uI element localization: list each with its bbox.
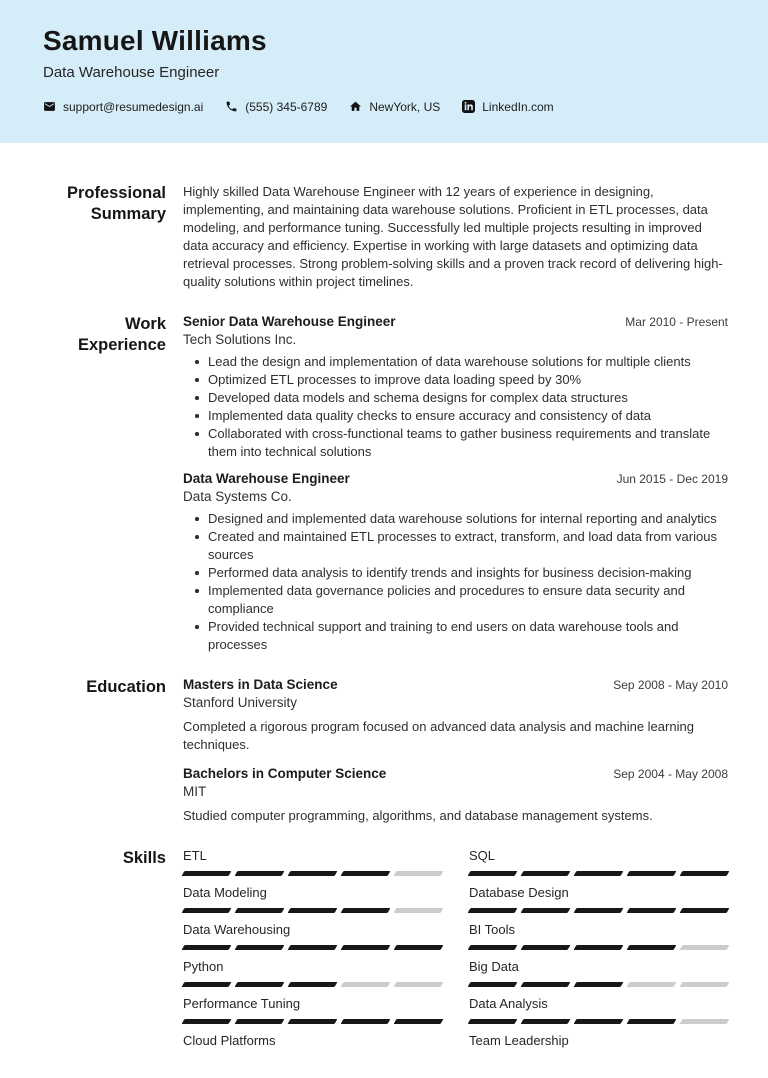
job-dates: Mar 2010 - Present <box>625 315 728 329</box>
contact-location <box>349 100 440 114</box>
skill-segment-filled <box>468 1019 518 1024</box>
linkedin-icon <box>462 100 475 113</box>
skill-item <box>469 959 728 987</box>
skill-segment-filled <box>574 871 624 876</box>
skill-name: Cloud Platforms <box>183 1033 276 1048</box>
degrees-list <box>183 677 728 825</box>
skill-name: Big Data <box>469 959 519 974</box>
skills-grid <box>183 848 728 1061</box>
job-bullet: Designed and implemented data warehouse solutions for internal reporting and analytics <box>208 510 728 528</box>
skill-item <box>183 848 442 876</box>
job-bullet: Created and maintained ETL processes to extract, transform, and load data from various sources <box>208 528 728 564</box>
skill-item <box>469 885 728 913</box>
skill-segment-filled <box>680 908 730 913</box>
degree-title: Masters in Data Science <box>183 677 338 692</box>
contact-location-text: NewYork, US <box>369 99 441 114</box>
section-heading-education: Education <box>86 678 166 696</box>
skill-item <box>183 1033 442 1061</box>
job-bullet: Collaborated with cross-functional teams to gather business requirements and translate them into technical solutions <box>208 425 728 461</box>
skill-segment-empty <box>680 1019 730 1024</box>
skill-segment-filled <box>182 908 232 913</box>
skill-name: SQL <box>469 848 496 863</box>
skill-level-bar <box>183 945 442 950</box>
skill-name: Data Analysis <box>469 996 548 1011</box>
contact-phone[interactable] <box>225 100 327 114</box>
job-bullet: Lead the design and implementation of data warehouse solutions for multiple clients <box>208 353 728 371</box>
skill-level-bar <box>469 908 728 913</box>
jobs-list <box>183 314 728 654</box>
skill-item <box>183 922 442 950</box>
skill-segment-filled <box>182 871 232 876</box>
skill-segment-filled <box>574 945 624 950</box>
job-bullet: Provided technical support and training to end users on data warehouse tools and processes <box>208 618 728 654</box>
skill-segment-empty <box>341 982 391 987</box>
summary-text: Highly skilled Data Warehouse Engineer with 12 years of experience in designing, implementing, and maintaining data warehouse solutions. Proficient in ETL processes, data modeling, and performance tuning. Successfully led multiple projects resulting in improved data accuracy and efficiency. Expertise in working with large datasets and optimizing data retrieval processes. Strong problem-solving skills and a proven track record of delivering high-quality solutions within project timelines. <box>183 184 723 289</box>
skill-segment-filled <box>341 945 391 950</box>
skill-name: Data Modeling <box>183 885 267 900</box>
skill-segment-filled <box>627 1019 677 1024</box>
contact-linkedin-text: LinkedIn.com <box>482 99 554 114</box>
section-education <box>0 677 768 825</box>
skill-level-bar <box>469 1019 728 1024</box>
phone-icon <box>225 100 238 113</box>
degree-dates: Sep 2008 - May 2010 <box>613 678 728 692</box>
candidate-name: Samuel Williams <box>43 25 267 56</box>
section-professional-summary <box>0 183 768 291</box>
skill-segment-filled <box>235 908 285 913</box>
skill-segment-empty <box>394 871 444 876</box>
skill-segment-filled <box>468 908 518 913</box>
skill-level-bar <box>469 1056 728 1061</box>
degree-description: Completed a rigorous program focused on advanced data analysis and machine learning techniques. <box>183 719 694 752</box>
skill-level-bar <box>183 1019 442 1024</box>
skill-segment-filled <box>521 871 571 876</box>
job-bullet: Performed data analysis to identify trends and insights for business decision-making <box>208 564 728 582</box>
skill-segment-filled <box>235 945 285 950</box>
skill-name: Database Design <box>469 885 569 900</box>
skill-segment-empty <box>627 982 677 987</box>
contact-phone-text: (555) 345-6789 <box>245 99 328 114</box>
degree-dates: Sep 2004 - May 2008 <box>613 767 728 781</box>
skill-item <box>183 885 442 913</box>
job-bullet-list <box>183 510 728 654</box>
skill-segment-filled <box>182 1019 232 1024</box>
job-title: Senior Data Warehouse Engineer <box>183 314 396 329</box>
degree-description: Studied computer programming, algorithms, and database management systems. <box>183 808 653 823</box>
skill-segment-filled <box>394 1019 444 1024</box>
skill-level-bar <box>183 982 442 987</box>
degree-entry <box>183 766 728 825</box>
job-bullet: Implemented data quality checks to ensure accuracy and consistency of data <box>208 407 728 425</box>
skill-name: ETL <box>183 848 207 863</box>
skill-item <box>469 848 728 876</box>
job-dates: Jun 2015 - Dec 2019 <box>616 472 728 486</box>
skill-segment-filled <box>574 1019 624 1024</box>
skill-item <box>469 1033 728 1061</box>
email-icon <box>43 100 56 113</box>
section-heading-summary: Professional Summary <box>66 184 166 224</box>
section-heading-experience: Work Experience <box>77 315 166 355</box>
section-heading-skills: Skills <box>122 849 166 867</box>
job-bullet: Optimized ETL processes to improve data loading speed by 30% <box>208 371 728 389</box>
skill-segment-filled <box>235 982 285 987</box>
degree-entry <box>183 677 728 754</box>
skill-segment-filled <box>521 908 571 913</box>
skill-level-bar <box>469 982 728 987</box>
skill-name: Team Leadership <box>469 1033 569 1048</box>
skill-level-bar <box>183 908 442 913</box>
skill-segment-empty <box>680 945 730 950</box>
job-company: Tech Solutions Inc. <box>183 332 297 347</box>
job-bullet: Developed data models and schema designs for complex data structures <box>208 389 728 407</box>
skill-name: BI Tools <box>469 922 516 937</box>
skill-segment-filled <box>182 945 232 950</box>
skill-level-bar <box>183 1056 442 1061</box>
skill-segment-empty <box>394 908 444 913</box>
skill-segment-filled <box>627 908 677 913</box>
skill-segment-filled <box>341 871 391 876</box>
skill-segment-filled <box>288 945 338 950</box>
skill-segment-filled <box>574 982 624 987</box>
skill-segment-filled <box>288 1019 338 1024</box>
skill-level-bar <box>469 871 728 876</box>
skill-segment-filled <box>627 871 677 876</box>
degree-header <box>183 766 728 782</box>
skill-item <box>183 996 442 1024</box>
skill-segment-filled <box>288 871 338 876</box>
skill-level-bar <box>469 945 728 950</box>
skill-segment-filled <box>394 945 444 950</box>
job-entry <box>183 471 728 654</box>
skill-segment-filled <box>235 871 285 876</box>
job-title: Data Warehouse Engineer <box>183 471 350 486</box>
skill-item <box>469 996 728 1024</box>
job-header <box>183 314 728 330</box>
skill-segment-filled <box>288 982 338 987</box>
degree-school: MIT <box>183 784 207 799</box>
skill-level-bar <box>183 871 442 876</box>
skill-name: Data Warehousing <box>183 922 291 937</box>
skill-segment-filled <box>182 982 232 987</box>
contact-email-text: support@resumedesign.ai <box>63 99 204 114</box>
skill-segment-filled <box>468 871 518 876</box>
skill-item <box>469 922 728 950</box>
section-skills <box>0 848 768 1061</box>
skill-segment-filled <box>521 945 571 950</box>
contact-linkedin[interactable] <box>462 100 553 114</box>
job-header <box>183 471 728 487</box>
job-bullet: Implemented data governance policies and procedures to ensure data security and compliance <box>208 582 728 618</box>
skill-item <box>183 959 442 987</box>
resume-header <box>0 0 768 143</box>
skill-segment-empty <box>394 982 444 987</box>
contact-email[interactable] <box>43 100 203 114</box>
degree-school: Stanford University <box>183 695 298 710</box>
resume-body <box>0 143 768 1061</box>
skill-segment-filled <box>680 871 730 876</box>
skill-segment-filled <box>521 1019 571 1024</box>
candidate-title: Data Warehouse Engineer <box>43 63 220 81</box>
job-company: Data Systems Co. <box>183 489 292 504</box>
job-entry <box>183 314 728 461</box>
skill-name: Python <box>183 959 224 974</box>
skill-segment-filled <box>468 945 518 950</box>
skill-segment-empty <box>680 982 730 987</box>
skill-name: Performance Tuning <box>183 996 301 1011</box>
degree-title: Bachelors in Computer Science <box>183 766 387 781</box>
job-bullet-list <box>183 353 728 461</box>
skill-segment-filled <box>288 908 338 913</box>
skill-segment-filled <box>521 982 571 987</box>
skill-segment-filled <box>341 908 391 913</box>
contact-row <box>43 100 728 114</box>
skill-segment-filled <box>468 982 518 987</box>
degree-header <box>183 677 728 693</box>
home-icon <box>349 100 362 113</box>
skill-segment-filled <box>627 945 677 950</box>
section-work-experience <box>0 314 768 654</box>
skill-segment-filled <box>341 1019 391 1024</box>
skill-segment-filled <box>235 1019 285 1024</box>
skill-segment-filled <box>574 908 624 913</box>
